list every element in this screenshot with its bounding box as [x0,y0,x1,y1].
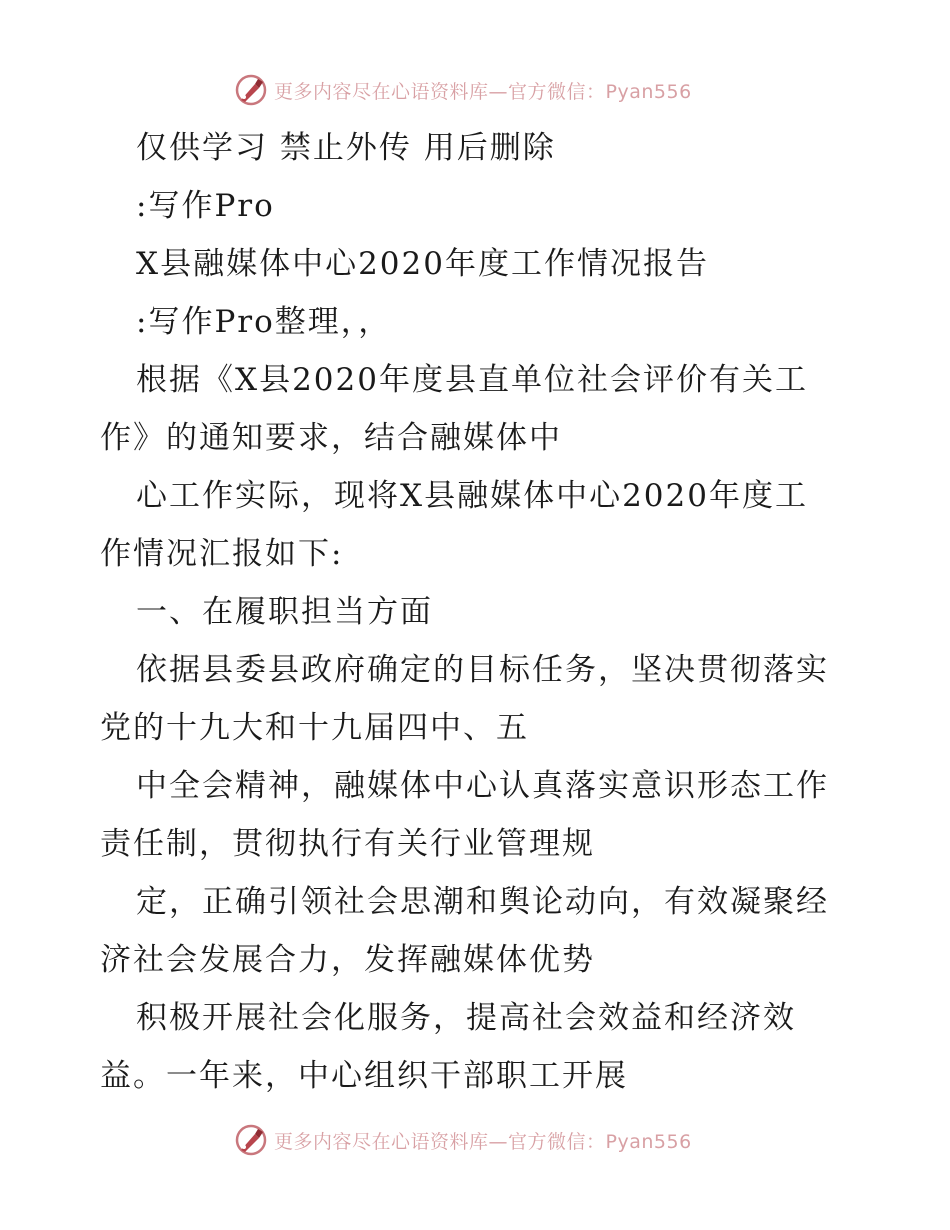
watermark-text: 更多内容尽在心语资料库—官方微信：Pyan556 [274,1130,692,1153]
watermark-header [234,72,692,108]
pen-logo-icon [234,73,268,107]
text-line: :写作Pro [136,188,275,224]
text-line: 积极开展社会化服务，提高社会效益和经济效 [136,1000,796,1036]
text-line: 责任制，贯彻执行有关行业管理规 [100,826,595,862]
text-line: 定，正确引领社会思潮和舆论动向，有效凝聚经 [136,884,829,920]
text-line: 党的十九大和十九届四中、五 [100,710,529,746]
text-line: 根据《X县2020年度县直单位社会评价有关工 [136,362,808,398]
text-line: 济社会发展合力，发挥融媒体优势 [100,942,595,978]
document-body [100,119,860,1105]
text-line: 作》的通知要求，结合融媒体中 [100,420,562,456]
watermark-text: 更多内容尽在心语资料库—官方微信：Pyan556 [274,80,692,103]
section-heading: 一、在履职担当方面 [136,594,433,630]
pen-logo-icon [234,1123,268,1157]
text-line: 作情况汇报如下: [100,536,344,572]
text-line: 心工作实际，现将X县融媒体中心2020年度工 [136,478,808,514]
text-line: 仅供学习 禁止外传 用后删除 [136,130,556,166]
text-line: 依据县委县政府确定的目标任务，坚决贯彻落实 [136,652,829,688]
text-line: 中全会精神，融媒体中心认真落实意识形态工作 [136,768,829,804]
document-title: X县融媒体中心2020年度工作情况报告 [136,246,709,282]
text-line: :写作Pro整理，， [136,304,392,340]
watermark-footer [234,1122,692,1158]
text-line: 益。一年来，中心组织干部职工开展 [100,1058,628,1094]
